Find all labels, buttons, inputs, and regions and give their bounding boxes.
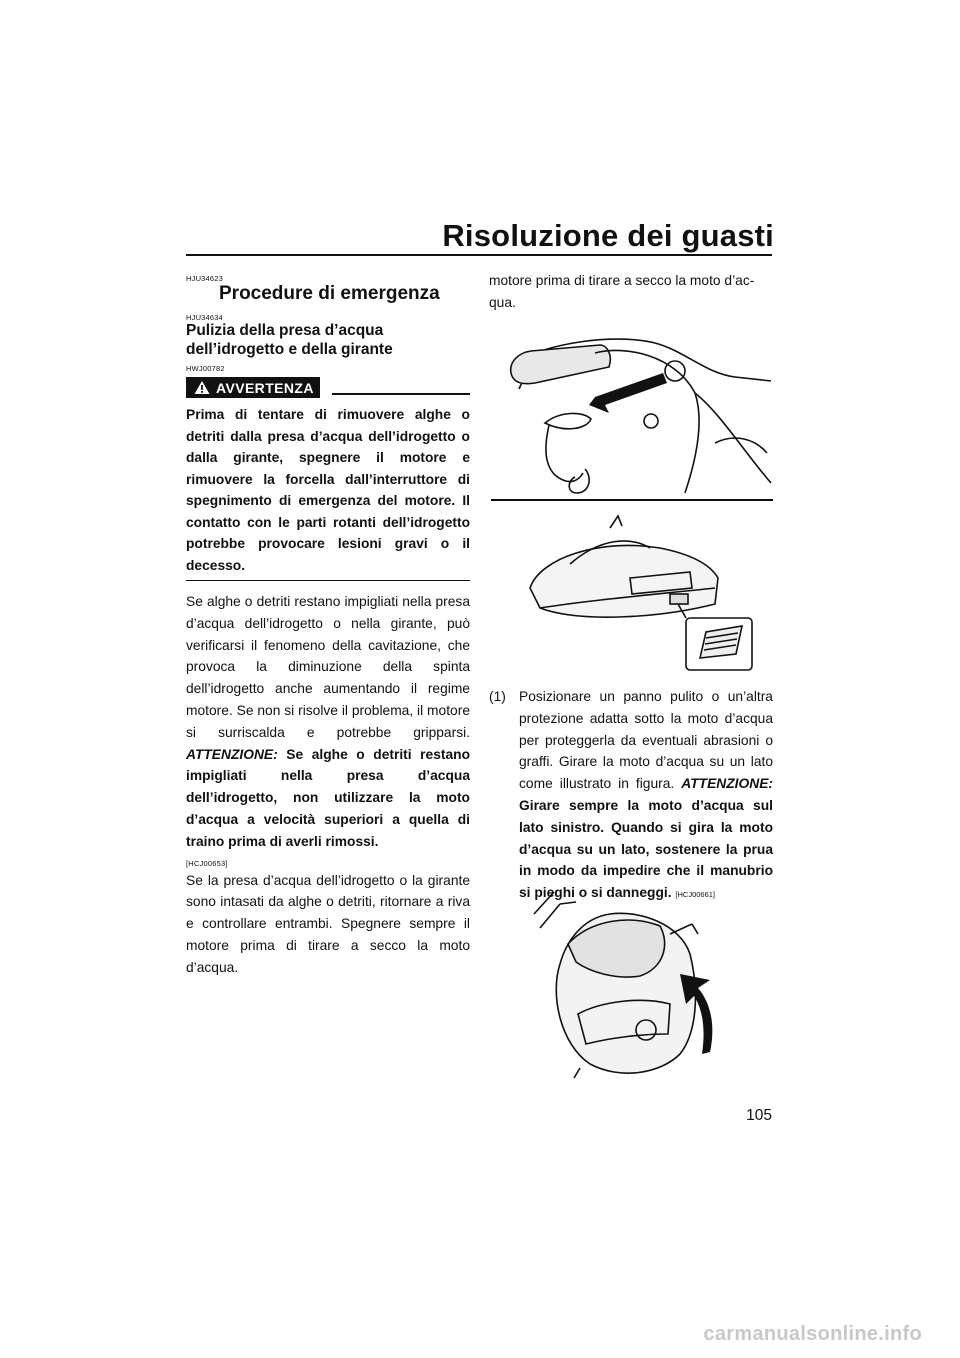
handlebar-lanyard-illustration: [505, 333, 773, 499]
attention-label-1: ATTENZIONE:: [186, 746, 278, 762]
right-column: [489, 270, 773, 314]
header-rule: [186, 254, 772, 256]
body-paragraph-1: [186, 591, 470, 853]
body-paragraph-2: Se la presa d’acqua dell’idrogetto o la girante sono intasati da alghe o detriti, ritornare a riva e controllare entrambi. Spegnere sempre il motore prima di tirare a secco la moto d’acqua.: [186, 872, 470, 975]
attention-text-1: Se alghe o detriti restano impigliati nella presa d’acqua dell’idrogetto, non utilizzare la moto d’acqua a velocità superiori a quella di traino prima di averli rimossi.: [186, 746, 470, 849]
section-title: Procedure di emergenza: [219, 283, 440, 304]
warning-rule: [332, 393, 470, 395]
watermark: carmanualsonline.info: [703, 1323, 922, 1345]
subsection-title: [186, 322, 470, 359]
subsection-code: HJU34634: [186, 313, 224, 322]
body-paragraph-2-continued: motore prima di tirare a secco la moto d’ac- qua.: [489, 273, 755, 310]
subsection-title-line1: Pulizia della presa d’acqua: [186, 322, 384, 339]
warning-triangle-icon: [194, 380, 210, 395]
step-number: (1): [489, 689, 506, 704]
warning-badge: [186, 377, 320, 398]
page-header-title: Risoluzione dei guasti: [442, 218, 774, 253]
warning-text: Prima di tentare di rimuovere alghe o detriti dalla presa d’acqua dell’idrogetto o dalla girante, spegnere il motore e rimuovere la forcella dall’interruttore di spegnimento di emergenza del motore. Il contatto con le parti rotanti dell’idrogetto potrebbe provocare lesioni gravi o il decesso.: [186, 404, 470, 581]
page-number: 105: [746, 1107, 772, 1124]
figure-separator: [491, 499, 773, 501]
steps-list: [489, 686, 773, 906]
subsection-title-line2: dell’idrogetto e della girante: [186, 340, 393, 358]
left-column: [186, 270, 470, 975]
step-text: [519, 686, 773, 906]
section-code: HJU34623: [186, 274, 224, 283]
step-attention-text: Girare sempre la moto d’acqua sul lato sinistro. Quando si gira la moto d’acqua su un lato, sostenere la prua in modo da impedire che il manubrio si pieghi o si danneggi.: [519, 797, 773, 901]
attention-code-1: [HCJ00653]: [186, 858, 228, 868]
step-attention-code: [HCJ00661]: [675, 890, 716, 900]
warning-label: AVVERTENZA: [216, 379, 314, 396]
warning-code: HWJ00782: [186, 364, 225, 373]
watercraft-intake-illustration: [510, 508, 760, 674]
step-attention-label: ATTENZIONE:: [681, 776, 773, 792]
watercraft-tilted-illustration: [520, 884, 745, 1084]
step-item: [489, 686, 773, 906]
warning-header: [186, 377, 470, 398]
para1-text: Se alghe o detriti restano impigliati nella presa d’acqua dell’idrogetto o nella girante, può verificarsi il fenomeno della cavitazione, che provoca la diminuzione della spinta dell’idrogetto anche aumentando il regime motore. Se non si risolve il problema, il motore si surriscalda e potrebbe gripparsi.: [186, 594, 470, 740]
step-instruction: Posizionare un panno pulito o un’altra protezione adatta sotto la moto d’acqua per proteggerla da eventuali abrasioni o graffi. Girare la moto d’acqua su un lato come illustrato in figura.: [519, 689, 773, 792]
